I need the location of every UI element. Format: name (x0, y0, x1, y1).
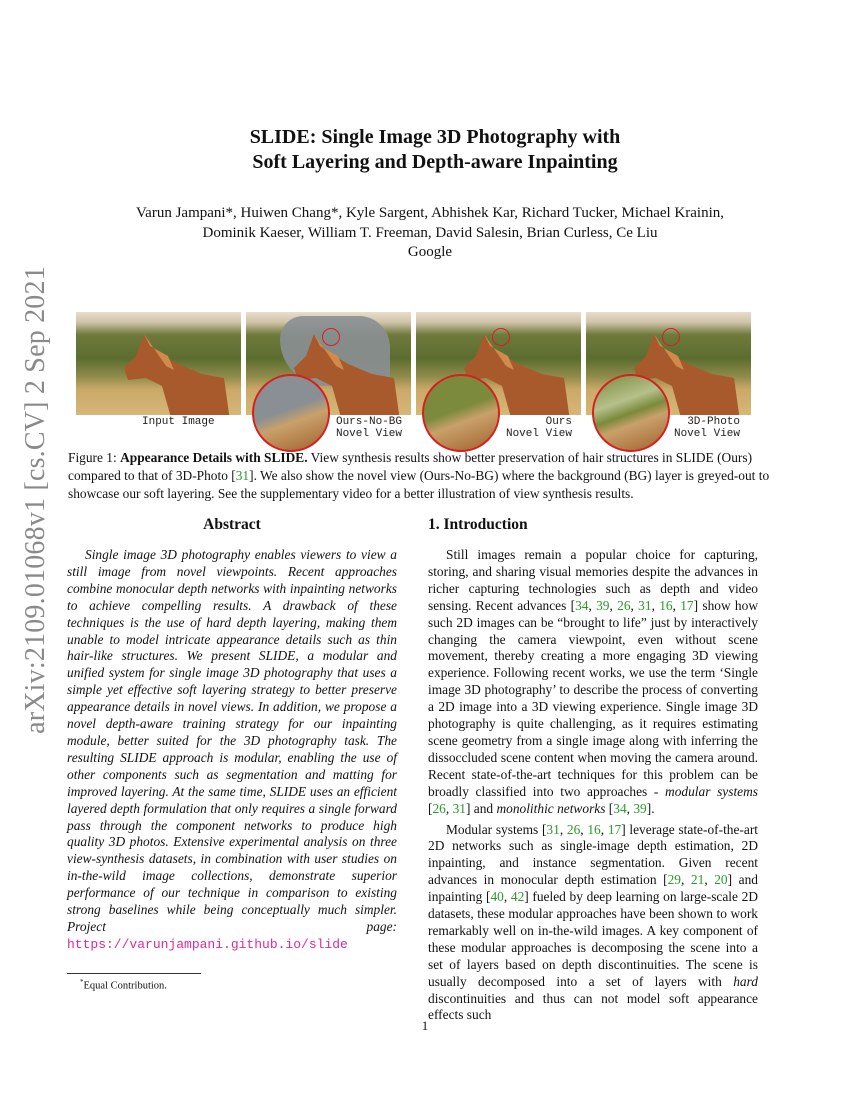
citation-link[interactable]: 29 (667, 872, 681, 888)
citation-link[interactable]: 26 (617, 597, 631, 613)
right-column (428, 515, 758, 1024)
zoom-region-marker (662, 328, 680, 346)
author-block (60, 204, 800, 263)
citation-link[interactable]: 34 (613, 800, 627, 816)
citation-link[interactable]: 39 (596, 597, 610, 613)
title-line-1: SLIDE: Single Image 3D Photography with (249, 126, 621, 148)
citation-link[interactable]: 20 (714, 872, 728, 888)
title-line-2: Soft Layering and Depth-aware Inpainting (252, 151, 618, 173)
project-page-link[interactable]: https://varunjampani.github.io/slide (67, 936, 348, 952)
arxiv-stamp-text: arXiv:2109.01068v1 [cs.CV] 2 Sep 2021 (20, 266, 51, 734)
citation-link[interactable]: 17 (680, 597, 694, 613)
citation-link[interactable]: 42 (510, 889, 525, 905)
panel-label-ours-no-bg: Ours-No-BG Novel View (335, 416, 402, 440)
citation-link[interactable]: 16 (587, 821, 601, 837)
authors-line-2: Dominik Kaeser, William T. Freeman, David Salesin, Brian Curless, Ce Liu (202, 224, 658, 241)
paper-title (150, 125, 720, 175)
page-number: 1 (421, 1018, 429, 1033)
arxiv-stamp (0, 0, 60, 1100)
figure-caption: Figure 1: Appearance Details with SLIDE. View synthesis results show better preservation of hair structures in SLIDE (Ours) compared to that of 3D-Photo [31]. We also show the novel view (Ours-No-BG) where the background (BG) layer is greyed-out to showcase our soft layering. See the supplementary video for a better illustration of view synthesis results. (68, 450, 770, 501)
citation-link[interactable]: 40 (490, 889, 504, 905)
horse-image (114, 326, 234, 415)
zoom-region-marker (492, 328, 510, 346)
citation-link[interactable]: 34 (575, 597, 589, 613)
zoom-inset-3d-photo (592, 374, 670, 452)
introduction-heading: 1. Introduction (428, 516, 528, 533)
abstract-heading: Abstract (203, 516, 261, 533)
citation-link[interactable]: 21 (690, 872, 705, 888)
citation-link[interactable]: 26 (432, 800, 446, 816)
intro-paragraph-1: Still images remain a popular choice for capturing, storing, and sharing visual memories despite the advances in richer capturing technologies such as depth and video sensing. Recent advances [34, 39, 26, 31, 16, 17] show how such 2D images can be “brought to life” just by interactively changing the camera viewpoint, even without scene movement, thereby creating a more engaging 3D viewing experience. Following recent works, we use the term ‘Single image 3D photography’ to describe the process of converting a 2D image into a 3D viewing experience. Single image 3D photography is quite challenging, as it requires estimating scene geometry from a single image along with inferring the dissoccluded scene content when moving the camera around. Recent state-of-the-art techniques for this problem can be broadly classified into two approaches - modular systems [26, 31] and monolithic networks [34, 39]. (428, 547, 758, 816)
panel-label-input: Input Image (142, 416, 215, 428)
intro-paragraph-2: Modular systems [31, 26, 16, 17] leverage state-of-the-art 2D networks such as single-image depth estimation, 2D inpainting, and instance segmentation. Given recent advances in monocular depth estimation [29, 21, 20] and inpainting [40, 42] fueled by deep learning on large-scale 2D datasets, these modular approaches have been shown to work remarkably well on in-the-wild images. A key component of these modular approaches is decomposing the scene into a set of layers based on depth discontinuities. The scene is usually decomposed into a set of layers with hard discontinuities and thus can not model soft appearance effects such (428, 821, 759, 1023)
citation-link[interactable]: 16 (659, 597, 673, 613)
citation-link[interactable]: 31 (452, 800, 466, 816)
affiliation: Google (407, 244, 453, 260)
citation-link[interactable]: 17 (607, 821, 622, 837)
footnote: *Equal Contribution. (80, 978, 167, 992)
zoom-inset-ours (422, 374, 500, 452)
citation-link[interactable]: 31 (546, 821, 560, 837)
figure-1 (76, 312, 756, 447)
citation-link[interactable]: 31 (638, 597, 652, 613)
abstract-text: Single image 3D photography enables viewers to view a still image from novel viewpoints. Recent approaches combine monocular depth networks with inpainting networks to achieve compelling results. A drawback of these techniques is the use of hard depth layering, making them unable to model intricate appearance details such as thin hair-like structures. We present SLIDE, a modular and unified system for single image 3D photography that uses a simple yet effective soft layering strategy to better preserve appearance details in novel views. In addition, we propose a novel depth-aware training strategy for our inpainting module, better suited for the 3D photography task. The resulting SLIDE approach is modular, enabling the use of other components such as segmentation and matting for improved layering. At the same time, SLIDE uses an efficient layered depth formulation that only requires a single forward pass through the component networks to produce high quality 3D photos. Extensive experimental analysis on three view-synthesis datasets, in combination with user studies on in-the-wild image collections, demonstrate superior performance of our technique in comparison to existing strong baselines while being conceptually much simpler. Project page: https://varunjampani.github.io/slide (67, 547, 397, 952)
panel-label-3d-photo: 3D-Photo Novel View (673, 416, 740, 440)
panel-label-ours: Ours Novel View (505, 416, 572, 440)
zoom-inset-ours-no-bg (252, 374, 330, 452)
zoom-region-marker (322, 328, 340, 346)
citation-link[interactable]: 39 (633, 800, 647, 816)
citation-link[interactable]: 31 (235, 468, 250, 483)
figure-panel-input (76, 312, 241, 415)
citation-link[interactable]: 26 (566, 821, 581, 837)
left-column (67, 515, 397, 954)
authors-line-1: Varun Jampani*, Huiwen Chang*, Kyle Sargent, Abhishek Kar, Richard Tucker, Michael Krainin, (136, 205, 724, 221)
footnote-rule (67, 973, 201, 974)
